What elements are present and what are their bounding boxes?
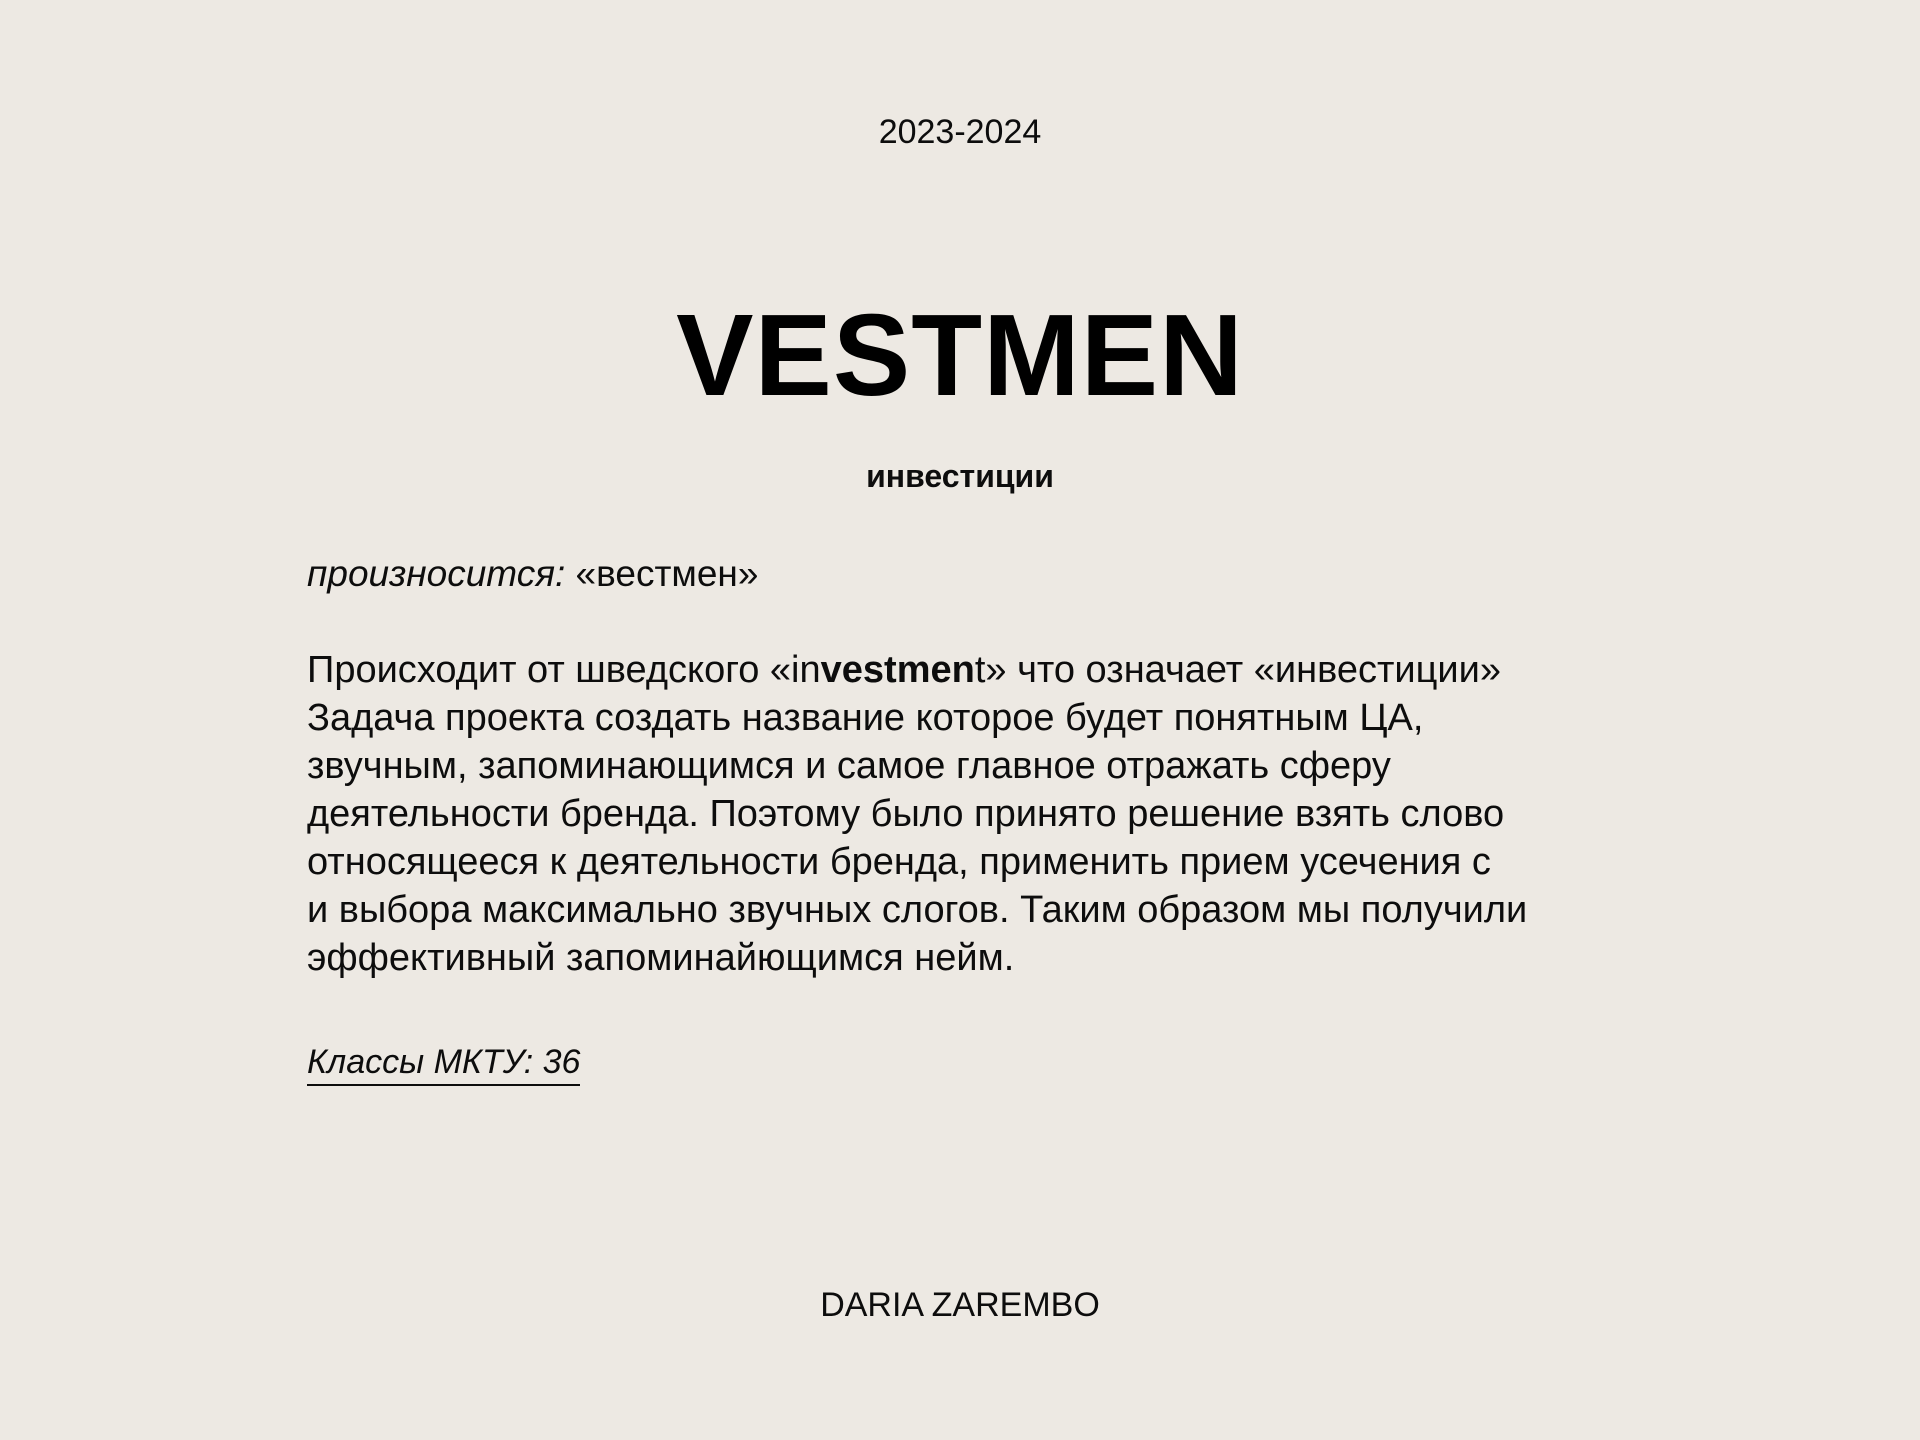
description-line-start: Происходит от шведского «in [307, 649, 821, 691]
description-highlight: vestmen [820, 649, 975, 691]
content-block [307, 552, 1647, 1086]
author-name: DARIA ZAREMBO [820, 1286, 1100, 1324]
pronunciation-label: произносится: [307, 553, 566, 594]
description-line: и выбора максимально звучных слогов. Таким образом мы получили [307, 889, 1528, 931]
years-label: 2023-2024 [878, 113, 1042, 151]
description-line: относящееся к деятельности бренда, применить прием усечения с [307, 841, 1491, 883]
brand-title: VESTMEN [676, 290, 1244, 420]
description-line: деятельности бренда. Поэтому было принято решение взять слово [307, 793, 1505, 835]
pronunciation-value: «вестмен» [575, 553, 759, 594]
description-line-end: t» что означает «инвестиции» [974, 649, 1501, 691]
description-line: эффективный запоминайющимся нейм. [307, 937, 1015, 979]
brand-subtitle: инвестиции [866, 458, 1054, 494]
pronunciation [307, 552, 1647, 596]
description-line: звучным, запоминающимся и самое главное отражать сферу [307, 745, 1391, 787]
description-line: Задача проекта создать название которое будет понятным ЦА, [307, 697, 1424, 739]
classes-link: Классы МКТУ: 36 [307, 1042, 580, 1086]
description-line [307, 646, 1647, 694]
description [307, 646, 1647, 982]
